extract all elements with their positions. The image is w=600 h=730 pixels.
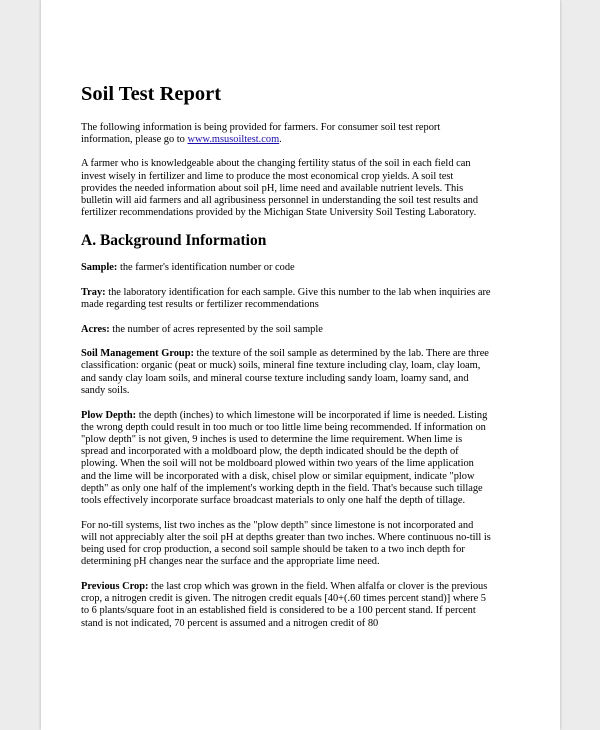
document-page xyxy=(41,0,560,730)
no-till-paragraph: For no-till systems, list two inches as the "plow depth" since limestone is not incorporated and will not appreciably alter the soil pH at depths greater than two inches. Where continuous no-till is being used for crop production, a second soil sample should be taken to a two inch depth for determining pH changes near the surface and the appropriate lime need. xyxy=(81,519,491,568)
definition-term: Sample: xyxy=(81,261,118,273)
definition-soil-management-group xyxy=(81,348,491,397)
intro-text-end: . xyxy=(279,134,282,146)
page-title: Soil Test Report xyxy=(81,83,222,105)
summary-paragraph: A farmer who is knowledgeable about the changing fertility status of the soil in each field can invest wisely in fertilizer and lime to produce the most economical crop yields. A soil test provides the needed information about soil pH, lime need and available nutrient levels. This bulletin will aid farmers and all agribusiness personnel in understanding the soil test results and fertilizer recommendations provided by the Michigan State University Soil Testing Laboratory. xyxy=(81,158,479,219)
definition-term: Previous Crop: xyxy=(81,580,149,592)
intro-paragraph xyxy=(81,122,491,146)
definition-plow-depth xyxy=(81,410,491,508)
definition-previous-crop xyxy=(81,581,491,630)
definition-sample xyxy=(81,262,491,274)
definition-term: Tray: xyxy=(81,286,106,298)
definition-text: the texture of the soil sample as determined by the lab. There are three classification: organic (peat or muck) soils, mineral fine texture including clay, loam, clay loam, and sandy clay loam soils, and mineral course texture including sandy loam, loamy sand, and sandy soils. xyxy=(81,348,489,396)
intro-text: The following information is being provided for farmers. For consumer soil test report information, please go to xyxy=(81,122,441,146)
definition-term: Soil Management Group: xyxy=(81,348,194,360)
definition-text: the farmer's identification number or code xyxy=(117,261,295,273)
definition-text: the laboratory identification for each sample. Give this number to the lab when inquiries are made regarding test results or fertilizer recommendations xyxy=(81,286,491,310)
definition-term: Plow Depth: xyxy=(81,409,137,421)
definition-text: the last crop which was grown in the field. When alfalfa or clover is the previous crop, a nitrogen credit is given. The nitrogen credit equals [40+(.60 times percent stand)] where 5 to 6 plants/square foot in an established field is considered to be a 100 percent stand. If percent stand is not indicated, 70 percent is assumed and a nitrogen credit of 80 xyxy=(81,580,488,629)
definition-term: Acres: xyxy=(81,323,110,335)
page-content xyxy=(81,82,491,630)
definition-text: the number of acres represented by the soil sample xyxy=(109,323,323,335)
section-a-heading: A. Background Information xyxy=(81,231,267,249)
definition-tray xyxy=(81,287,491,311)
consumer-report-link[interactable]: www.msusoiltest.com xyxy=(187,134,280,146)
definition-text: the depth (inches) to which limestone will be incorporated if lime is needed. Listing the wrong depth could result in too much or too little lime being recommended. If information on "plow depth" is not given, 9 inches is used to determine the lime requirement. When lime is spread and incorporated with a moldboard plow, the depth indicated should be the depth of plowing. When the soil will not be moldboard plowed within two years of the lime application and the lime will be incorporated with a disk, chisel plow or similar equipment, indicate "plow depth" as only one half of the implement's working depth in the field. That's because such tillage tools effectively incorporate surface broadcast materials to only one half the depth of tillage. xyxy=(81,409,488,506)
definition-acres xyxy=(81,324,491,336)
